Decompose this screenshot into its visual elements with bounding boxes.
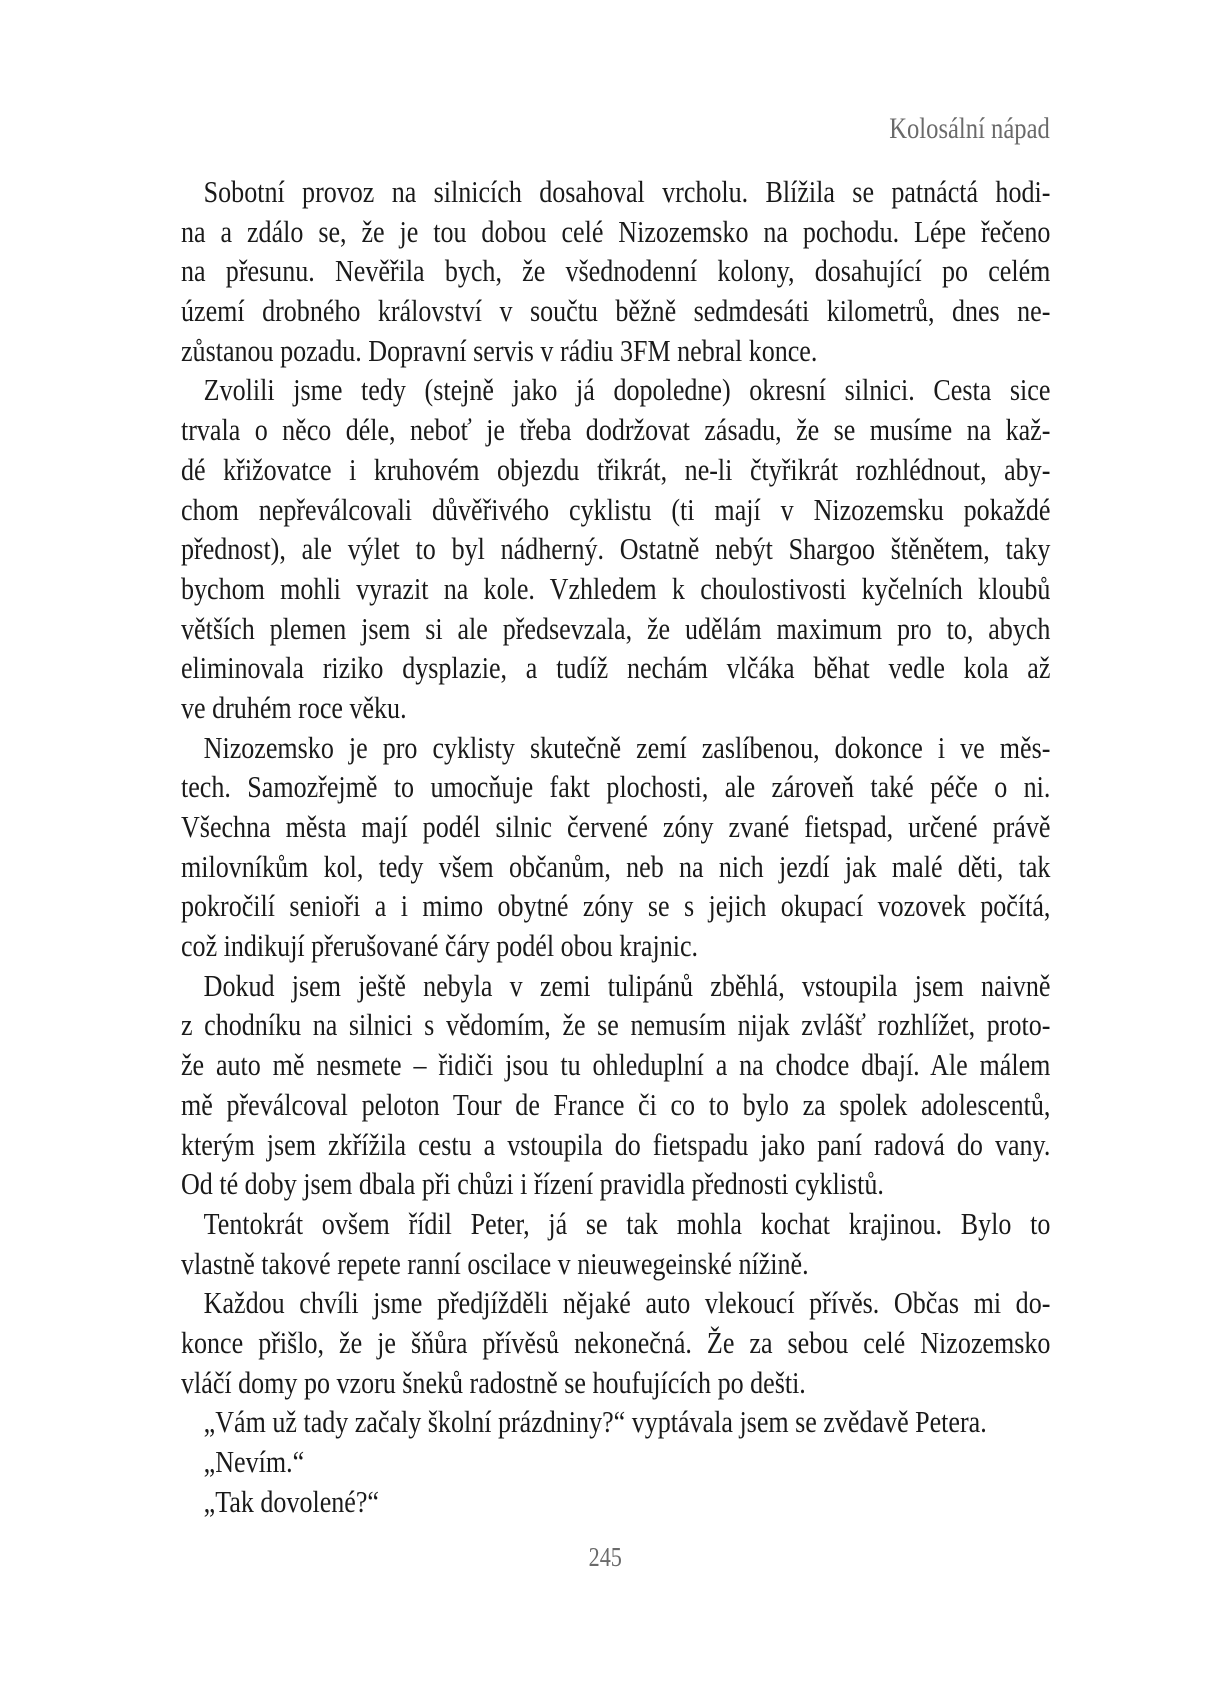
text-line: Od té doby jsem dbala při chůzi i řízení pravidla přednosti cyklistů. [181, 1166, 884, 1202]
text-line: ve druhém roce věku. [181, 689, 407, 725]
text-line: což indikují přerušované čáry podél obou krajnic. [181, 928, 699, 964]
paragraph [181, 1283, 1050, 1402]
text-line: chom nepřeválcovali důvěřivého cyklistu (ti mají v Nizozemsku pokaždé [181, 491, 1051, 527]
text-line: Každou chvíli jsme předjížděli nějaké auto vlekoucí přívěs. Občas mi do- [203, 1285, 1051, 1321]
text-line: že auto mě nesmete – řidiči jsou tu ohleduplní a na chodce dbají. Ale málem [181, 1047, 1051, 1083]
text-line: mě převálcoval peloton Tour de France či co to bylo za spolek adolescentů, [181, 1086, 1051, 1122]
text-line: Všechna města mají podél silnic červené zóny zvané fietspad, určené právě [181, 809, 1051, 844]
paragraph [181, 1402, 1050, 1442]
paragraph [181, 370, 1050, 727]
text-line: vláčí domy po vzoru šneků radostně se houfujících po dešti. [181, 1364, 806, 1400]
text-line: na přesunu. Nevěřila bych, že všednodenní kolony, dosahující po celém [181, 253, 1051, 289]
text-line: pokročilí senioři a i mimo obytné zóny se s jejich okupací vozovek počítá, [181, 888, 1051, 924]
text-line: „Nevím.“ [203, 1444, 305, 1479]
text-line: Sobotní provoz na silnicích dosahoval vrcholu. Blížila se patnáctá hodi- [203, 174, 1051, 209]
text-line: vlastně takové repete ranní oscilace v nieuwegeinské nížině. [181, 1245, 809, 1281]
paragraph [181, 1482, 1050, 1522]
text-line: území drobného království v součtu běžně sedmdesáti kilometrů, dnes ne- [181, 293, 1051, 329]
text-line: bychom mohli vyrazit na kole. Vzhledem k choulostivosti kyčelních kloubů [181, 570, 1051, 606]
running-head: Kolosální nápad [889, 112, 1050, 145]
text-line: na a zdálo se, že je tou dobou celé Nizozemsko na pochodu. Lépe řečeno [181, 213, 1051, 249]
text-line: Tentokrát ovšem řídil Peter, já se tak mohla kochat krajinou. Bylo to [203, 1205, 1051, 1241]
text-line: konce přišlo, že je šňůra přívěsů nekonečná. Že za sebou celé Nizozemsko [181, 1324, 1051, 1360]
text-line: Zvolili jsme tedy (stejně jako já dopoledne) okresní silnici. Cesta sice [203, 372, 1051, 408]
text-line: Nizozemsko je pro cyklisty skutečně zemí zaslíbenou, dokonce i ve měs- [203, 729, 1051, 765]
text-line: zůstanou pozadu. Dopravní servis v rádiu 3FM nebral konce. [181, 332, 818, 368]
text-line: tech. Samozřejmě to umocňuje fakt plochosti, ale zároveň také péče o ni. [181, 769, 1051, 805]
page-number [0, 1542, 1210, 1573]
text-line: z chodníku na silnici s vědomím, že se nemusím nijak zvlášť rozhlížet, proto- [181, 1007, 1051, 1043]
text-line: milovníkům kol, tedy všem občanům, neb na nich jezdí jak malé děti, tak [181, 848, 1051, 884]
text-line: „Tak dovolené?“ [203, 1483, 379, 1519]
text-line: kterým jsem zkřížila cestu a vstoupila do fietspadu jako paní radová do vany. [181, 1126, 1051, 1162]
text-line: dé křižovatce i kruhovém objezdu třikrát, ne-li čtyřikrát rozhlédnout, aby- [181, 451, 1051, 487]
text-line: eliminovala riziko dysplazie, a tudíž nechám vlčáka běhat vedle kola až [181, 650, 1051, 686]
text-line: větších plemen jsem si ale předsevzala, že udělám maximum pro to, abych [181, 610, 1051, 646]
text-line: Dokud jsem ještě nebyla v zemi tulipánů zběhlá, vstoupila jsem naivně [203, 967, 1051, 1003]
text-line: přednost), ale výlet to byl nádherný. Ostatně nebýt Shargoo štěnětem, taky [181, 531, 1051, 567]
page-number-text: 245 [588, 1542, 622, 1572]
paragraph [181, 1442, 1050, 1482]
paragraph [181, 1204, 1050, 1283]
text-line: trvala o něco déle, neboť je třeba dodržovat zásadu, že se musíme na kaž- [181, 412, 1051, 448]
paragraph [181, 172, 1050, 370]
text-line: „Vám už tady začaly školní prázdniny?“ vyptávala jsem se zvědavě Petera. [203, 1404, 987, 1440]
paragraph [181, 728, 1050, 966]
paragraph [181, 966, 1050, 1204]
body-text [181, 172, 1050, 1521]
